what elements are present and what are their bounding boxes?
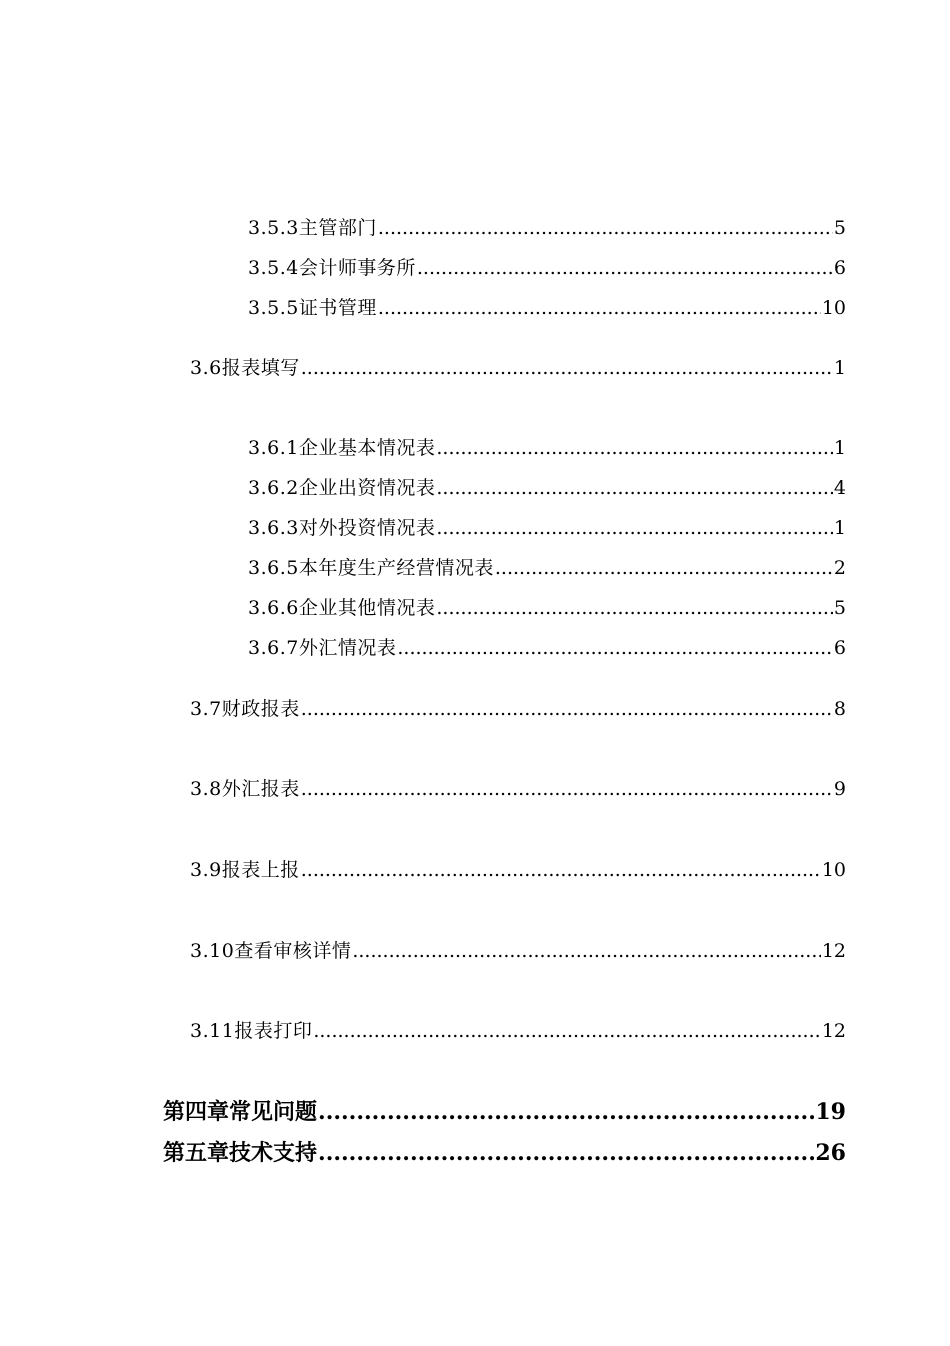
toc-entry-3-6[interactable] — [190, 354, 846, 382]
toc-entry-page: 26 — [815, 1140, 846, 1166]
toc-entry-3-5-5[interactable] — [248, 294, 846, 322]
toc-entry-page: 1 — [833, 437, 846, 459]
toc-entry-3-6-2[interactable] — [248, 474, 846, 502]
toc-entry-3-6-6[interactable] — [248, 594, 846, 622]
toc-entry-3-9[interactable] — [190, 856, 846, 884]
toc-entry-number: 3.7 — [190, 698, 222, 720]
toc-entry-title: 报表打印 — [234, 1020, 313, 1042]
toc-entry-title: 企业其他情况表 — [298, 597, 436, 619]
toc-dot-leader — [436, 594, 833, 622]
toc-entry-3-6-5[interactable] — [248, 554, 846, 582]
toc-entry-title: 财政报表 — [221, 698, 300, 720]
toc-entry-number: 3.5.3 — [248, 217, 299, 239]
toc-entry-title: 对外投资情况表 — [298, 517, 436, 539]
toc-entry-number: 3.10 — [190, 940, 235, 962]
toc-dot-leader — [313, 1017, 820, 1045]
toc-entry-page: 9 — [833, 778, 846, 800]
toc-entry-3-6-1[interactable] — [248, 434, 846, 462]
toc-entry-3-5-4[interactable] — [248, 254, 846, 282]
toc-entry-page: 10 — [821, 297, 846, 319]
toc-entry-page: 12 — [821, 940, 846, 962]
toc-entry-number: 3.6.1 — [248, 437, 299, 459]
toc-entry-page: 1 — [833, 357, 846, 379]
toc-entry-3-6-3[interactable] — [248, 514, 846, 542]
toc-entry-chapter-4[interactable] — [163, 1095, 846, 1129]
toc-dot-leader — [318, 1095, 814, 1129]
toc-dot-leader — [352, 937, 820, 965]
toc-entry-title: 常见问题 — [229, 1099, 318, 1125]
toc-entry-title: 技术支持 — [229, 1140, 318, 1166]
toc-dot-leader — [301, 856, 821, 884]
toc-dot-leader — [417, 254, 833, 282]
toc-entry-number: 第五章 — [163, 1140, 230, 1166]
toc-dot-leader — [301, 775, 833, 803]
toc-dot-leader — [436, 514, 833, 542]
toc-entry-title: 报表上报 — [221, 859, 300, 881]
toc-dot-leader — [318, 1136, 814, 1170]
toc-entry-title: 企业出资情况表 — [298, 477, 436, 499]
toc-entry-number: 3.6.7 — [248, 637, 299, 659]
toc-entry-page: 2 — [833, 557, 846, 579]
toc-dot-leader — [436, 434, 833, 462]
toc-entry-3-5-3[interactable] — [248, 214, 846, 242]
toc-entry-number: 3.6.3 — [248, 517, 299, 539]
toc-entry-page: 5 — [833, 597, 846, 619]
toc-entry-page: 5 — [833, 217, 846, 239]
toc-entry-page: 8 — [833, 698, 846, 720]
toc-entry-3-7[interactable] — [190, 695, 846, 723]
toc-entry-title: 证书管理 — [298, 297, 377, 319]
toc-entry-title: 报表填写 — [221, 357, 300, 379]
toc-dot-leader — [301, 354, 833, 382]
toc-entry-title: 外汇报表 — [221, 778, 300, 800]
toc-entry-title: 本年度生产经营情况表 — [298, 557, 494, 579]
toc-entry-title: 企业基本情况表 — [298, 437, 436, 459]
toc-entry-3-8[interactable] — [190, 775, 846, 803]
toc-dot-leader — [397, 634, 833, 662]
toc-dot-leader — [378, 294, 821, 322]
toc-entry-page: 4 — [833, 477, 846, 499]
toc-entry-title: 会计师事务所 — [298, 257, 416, 279]
toc-entry-number: 3.9 — [190, 859, 222, 881]
toc-entry-3-11[interactable] — [190, 1017, 846, 1045]
toc-entry-page: 12 — [821, 1020, 846, 1042]
toc-entry-title: 主管部门 — [298, 217, 377, 239]
toc-entry-page: 19 — [815, 1099, 846, 1125]
toc-entry-3-6-7[interactable] — [248, 634, 846, 662]
toc-entry-3-10[interactable] — [190, 937, 846, 965]
toc-entry-title: 外汇情况表 — [298, 637, 397, 659]
toc-dot-leader — [495, 554, 833, 582]
toc-entry-page: 6 — [833, 257, 846, 279]
toc-entry-number: 3.6.2 — [248, 477, 299, 499]
toc-entry-number: 3.6.5 — [248, 557, 299, 579]
toc-dot-leader — [378, 214, 833, 242]
toc-entry-number: 3.6.6 — [248, 597, 299, 619]
toc-entry-title: 查看审核详情 — [234, 940, 352, 962]
toc-entry-number: 3.11 — [190, 1020, 235, 1042]
toc-dot-leader — [301, 695, 833, 723]
toc-entry-number: 第四章 — [163, 1099, 230, 1125]
toc-dot-leader — [436, 474, 833, 502]
toc-entry-chapter-5[interactable] — [163, 1136, 846, 1170]
toc-entry-number: 3.8 — [190, 778, 222, 800]
toc-entry-page: 1 — [833, 517, 846, 539]
toc-entry-page: 6 — [833, 637, 846, 659]
toc-entry-number: 3.6 — [190, 357, 222, 379]
toc-entry-number: 3.5.4 — [248, 257, 299, 279]
toc-entry-page: 10 — [821, 859, 846, 881]
toc-entry-number: 3.5.5 — [248, 297, 299, 319]
